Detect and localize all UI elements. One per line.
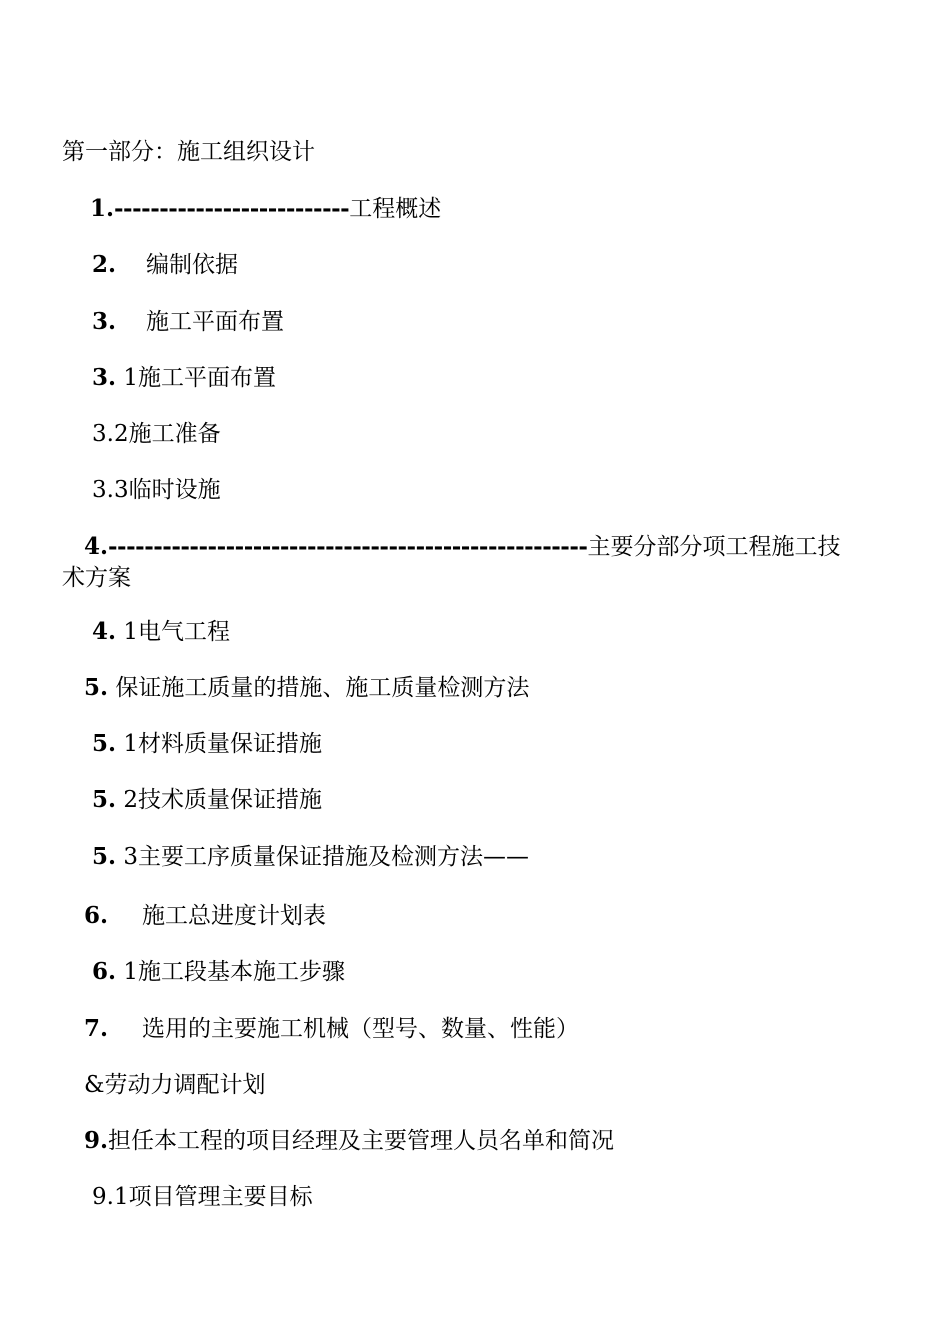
item-label: 保证施工质量的措施、施工质量检测方法 (115, 675, 530, 701)
dash-leader: ----------------------------------------------------- (108, 533, 588, 560)
item-subnumber: 3 (123, 844, 138, 870)
item-label: 主要工序质量保证措施及检测方法—— (137, 844, 529, 870)
item-subnumber: 1 (123, 365, 138, 391)
toc-item-8: &劳动力调配计划 (84, 1072, 266, 1098)
toc-item-5-3 (92, 842, 529, 872)
toc-item-4-1 (92, 617, 230, 647)
item-label: 电气工程 (137, 619, 230, 645)
item-label: 编制依据 (146, 252, 239, 278)
item-number: 5. (92, 786, 117, 813)
item-number: 2. (92, 251, 117, 278)
toc-item-3-3 (92, 475, 221, 505)
toc-item-6 (84, 901, 326, 931)
item-number: 7. (84, 1015, 109, 1042)
item-subnumber: 1 (123, 731, 138, 757)
item-number: 1. (90, 195, 115, 222)
part-title: 第一部分：施工组织设计 (62, 139, 315, 165)
item-number: 4. (92, 618, 117, 645)
item-subnumber: 1 (123, 959, 138, 985)
item-subnumber: 1 (123, 619, 138, 645)
item-label: 项目管理主要目标 (128, 1184, 313, 1210)
item-number: 9. (84, 1127, 109, 1154)
toc-item-5-2 (92, 785, 322, 815)
toc-item-9-1 (92, 1182, 313, 1212)
item-subnumber: 2 (123, 787, 138, 813)
item-label: 担任本工程的项目经理及主要管理人员名单和简况 (108, 1128, 615, 1154)
item-number: 3. (92, 308, 117, 335)
item-number: 5. (92, 730, 117, 757)
item-label: 施工总进度计划表 (142, 903, 327, 929)
item-label: 技术质量保证措施 (137, 787, 322, 813)
item-label: 施工准备 (128, 421, 221, 447)
item-label: 施工段基本施工步骤 (137, 959, 345, 985)
dash-leader: -------------------------- (114, 195, 350, 222)
toc-item-3-1 (92, 363, 276, 393)
toc-item-3-2 (92, 419, 221, 449)
toc-item-6-1 (92, 957, 345, 987)
item-number: 6. (84, 902, 109, 929)
toc-item-2 (92, 250, 238, 280)
toc-item-4 (84, 532, 840, 562)
item-number: 3. (92, 364, 117, 391)
item-label: 工程概述 (349, 196, 442, 222)
item-number: 6. (92, 958, 117, 985)
item-label: 施工平面布置 (146, 309, 285, 335)
item-label: 材料质量保证措施 (137, 731, 322, 757)
item-number: 5. (84, 674, 109, 701)
item-label: 主要分部分项工程施工技 (587, 534, 841, 560)
toc-item-5 (84, 673, 529, 703)
toc-item-7 (84, 1014, 579, 1044)
item-label: 选用的主要施工机械（型号、数量、性能） (142, 1016, 580, 1042)
toc-item-1 (90, 194, 441, 224)
toc-item-4-continuation: 术方案 (62, 565, 131, 591)
item-label: 施工平面布置 (137, 365, 276, 391)
item-number: 4. (84, 533, 109, 560)
item-label: 临时设施 (128, 477, 221, 503)
item-subnumber: 9.1 (92, 1184, 129, 1210)
item-subnumber: 3.2 (92, 421, 129, 447)
toc-item-5-1 (92, 729, 322, 759)
toc-item-9 (84, 1126, 614, 1156)
toc-item-3 (92, 307, 284, 337)
item-number: 5. (92, 843, 117, 870)
item-subnumber: 3.3 (92, 477, 129, 503)
